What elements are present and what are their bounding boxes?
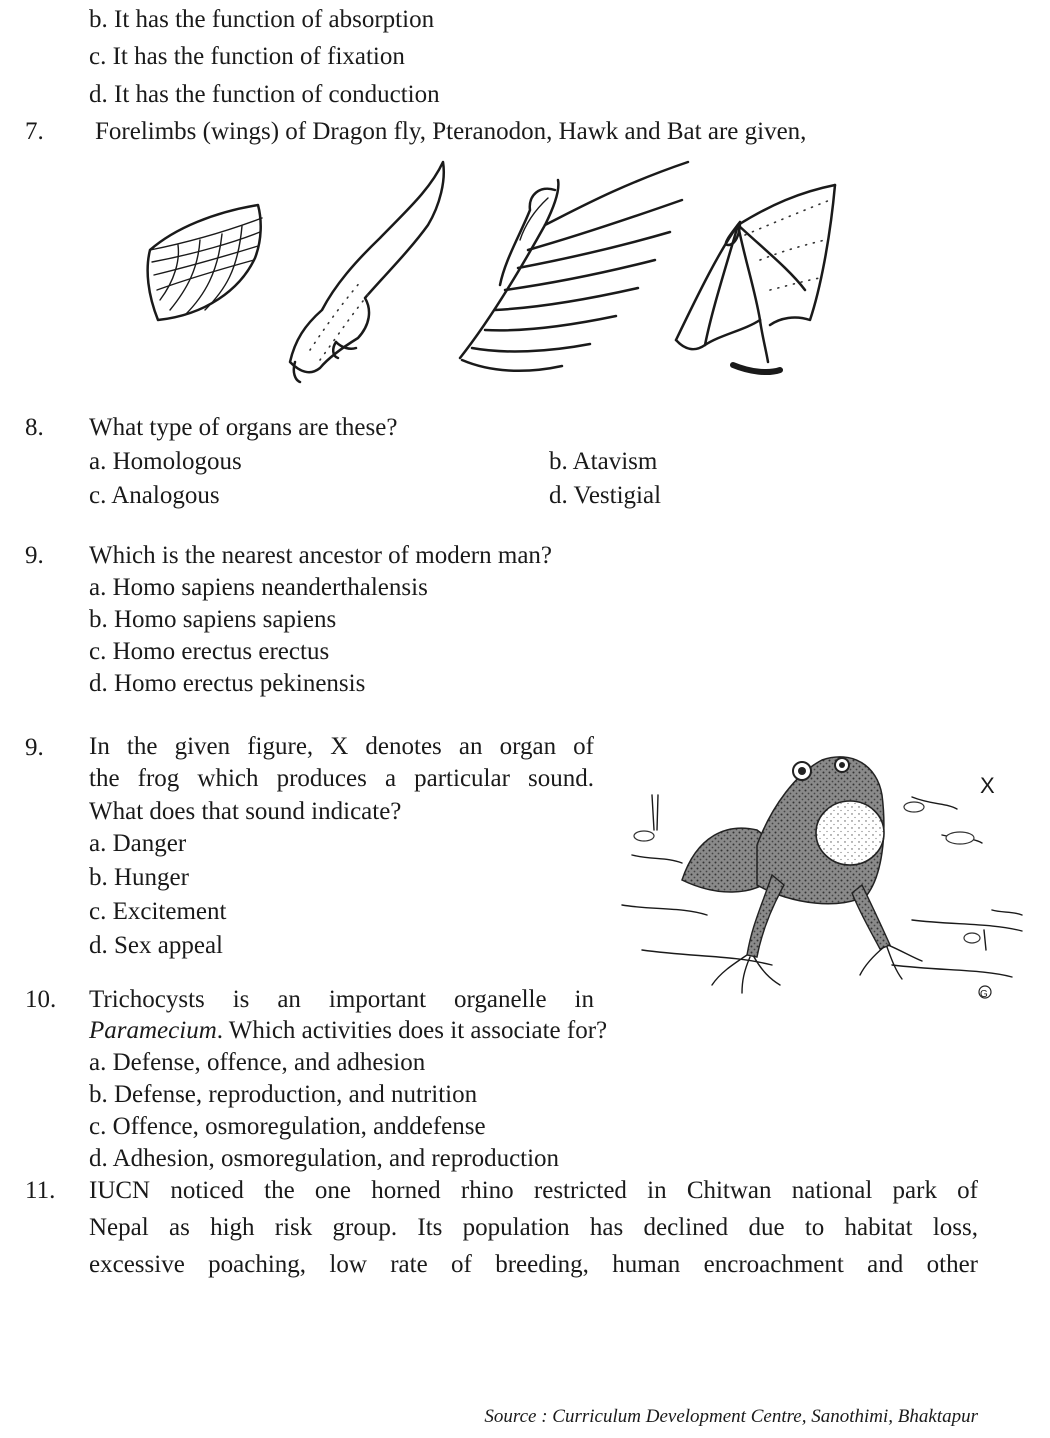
q10-option-b: b. Defense, reproduction, and nutrition <box>89 1081 478 1108</box>
q9b-line-2: the frog which produces a particular sound. <box>89 765 594 792</box>
paramecium-term: Paramecium <box>89 1017 217 1044</box>
q9a-option-a: a. Homo sapiens neanderthalensis <box>89 574 428 601</box>
bat-wing-illustration <box>676 185 835 372</box>
q9b-option-d: d. Sex appeal <box>89 932 223 959</box>
q8-option-a: a. Homologous <box>89 448 242 475</box>
q11-number: 11. <box>25 1177 56 1204</box>
q8-option-c: c. Analogous <box>89 482 220 509</box>
q11-line-3: excessive poaching, low rate of breeding, human encroachment and other <box>89 1251 978 1278</box>
frog-label-x: X <box>980 773 995 798</box>
q9a-number: 9. <box>25 542 44 569</box>
q10-line-2 <box>89 1016 607 1046</box>
q8-number: 8. <box>25 414 44 441</box>
frog-figure <box>612 735 1042 1015</box>
q9a-option-b: b. Homo sapiens sapiens <box>89 606 337 633</box>
q9b-option-b: b. Hunger <box>89 864 189 891</box>
q11-line-1: IUCN noticed the one horned rhino restricted in Chitwan national park of <box>89 1177 978 1204</box>
hawk-wing-illustration <box>460 162 688 371</box>
q7-number: 7. <box>25 118 44 145</box>
q6-option-c: c. It has the function of fixation <box>89 43 405 70</box>
q9b-line-3: What does that sound indicate? <box>89 798 402 825</box>
q10-line-2-rest: . Which activities does it associate for? <box>216 1017 608 1044</box>
q9b-line-1: In the given figure, X denotes an organ of <box>89 733 594 760</box>
q10-option-a: a. Defense, offence, and adhesion <box>89 1049 426 1076</box>
q9b-option-c: c. Excitement <box>89 898 227 925</box>
q6-option-d: d. It has the function of conduction <box>89 81 440 108</box>
q7-text: Forelimbs (wings) of Dragon fly, Pteranodon, Hawk and Bat are given, <box>95 118 807 145</box>
q8-option-d: d. Vestigial <box>549 482 662 509</box>
source-citation: Source : Curriculum Development Centre, Sanothimi, Bhaktapur <box>484 1406 978 1427</box>
q9a-option-d: d. Homo erectus pekinensis <box>89 670 366 697</box>
q11-line-2: Nepal as high risk group. Its population has declined due to habitat loss, <box>89 1214 978 1241</box>
pteranodon-wing-illustration <box>290 162 444 382</box>
q6-option-b: b. It has the function of absorption <box>89 6 435 33</box>
q9a-text: Which is the nearest ancestor of modern man? <box>89 542 553 569</box>
q10-option-d: d. Adhesion, osmoregulation, and reproduction <box>89 1145 560 1172</box>
q9a-option-c: c. Homo erectus erectus <box>89 638 330 665</box>
vocal-sac-x <box>816 801 884 865</box>
q10-line-1: Trichocysts is an important organelle in <box>89 986 594 1013</box>
q10-number: 10. <box>25 986 57 1013</box>
wings-figure <box>0 150 1050 410</box>
q8-option-b: b. Atavism <box>549 448 658 475</box>
dragonfly-wing-illustration <box>148 205 262 320</box>
q10-option-c: c. Offence, osmoregulation, anddefense <box>89 1113 486 1140</box>
frog-signature: G <box>980 989 988 1000</box>
q9b-number: 9. <box>25 734 44 761</box>
q8-text: What type of organs are these? <box>89 414 398 441</box>
q9b-option-a: a. Danger <box>89 830 187 857</box>
